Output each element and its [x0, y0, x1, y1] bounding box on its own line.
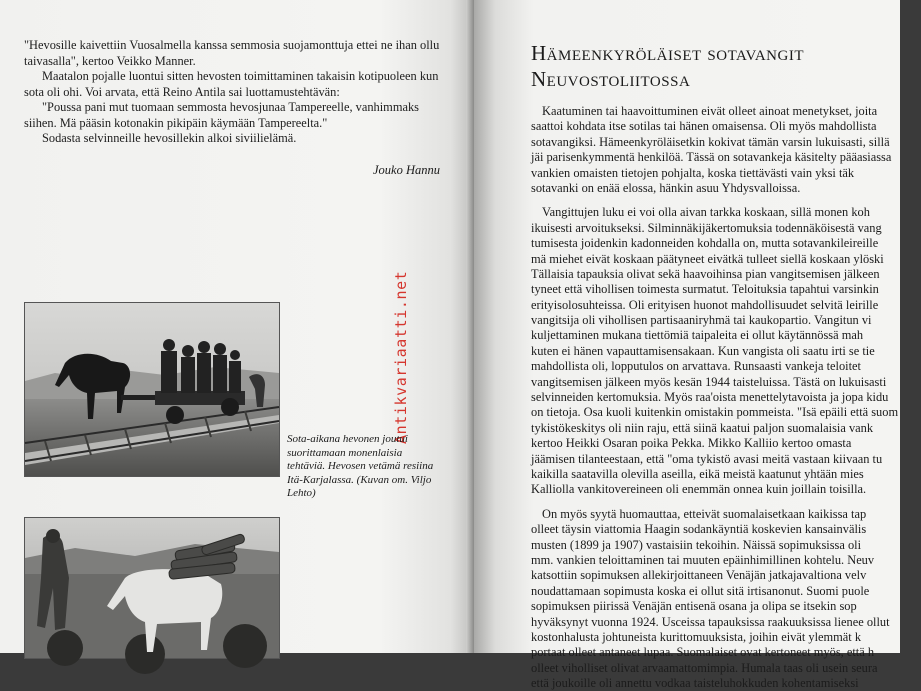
text-line: selvinneiden kertomuksia. Myös raa'oista menettelytavoista ja jopa kidu	[531, 390, 889, 405]
text-line: kuljettaminen mukana tiettömiä taipaleita ei ollut käytännössä mah	[531, 328, 864, 343]
text-line: Kaatuminen tai haavoittuminen eivät olleet ainoat menetykset, joita	[542, 104, 878, 118]
photo-pack-horse-image	[25, 518, 279, 658]
text-line: portaat olleet antaneet lupaa. Suomalaiset ovat kertoneet myös, että h	[531, 645, 875, 660]
watermark	[388, 258, 414, 448]
text-line: katsottiin sopimuksen allekirjoittaneen Venäjän jatkajavaltiona velv	[531, 568, 867, 583]
text-line: tumisesta joidenkin kadonneiden kohdalla on, mutta sotavankileireille	[531, 236, 879, 251]
text-line: ikuisesti arvoitukseksi. Silminnäkijäkertomuksia todennäköisestä vang	[531, 220, 882, 235]
text-line: jäi parisenkymmentä henkilöä. Tässä on sotavankeja käsitelty pääasiassa	[531, 150, 892, 165]
left-page-text	[24, 38, 442, 147]
text-line: kaikilla saatavilla olevilla aseilla, eikä meistä kaatunut yhtään mies	[531, 466, 864, 481]
watermark-text: Antikvariaatti.net	[392, 270, 410, 444]
text-line: sotavangiksi. Hämeenkyröläisetkin kokivat tämän varsin lukuisasti, sillä	[531, 134, 890, 149]
paragraph-3: "Poussa pani mut tuomaan semmosta hevosjunaa Tampereelle, vanhimmaks siihen. Mä pääsin kotonakin pikipäin käymään Tampereelta."	[24, 100, 419, 130]
text-line: saattoi kohdata itse sotilas tai hänen omaisensa. Oli myös mahdollista	[531, 119, 877, 134]
paragraph-1: "Hevosille kaivettiin Vuosalmella kanssa semmosia suojamonttuja ettei ne ihan ollu taivasalla", kertoo Veikko Manner.	[24, 38, 440, 68]
text-line: sopimuksen piirissä Venäjän entisenä osana ja olipa se itsekin sop	[531, 599, 857, 614]
text-line: Tällaisia tapauksia olivat sekä haavoihinsa pian vangitsemisen jälkeen	[531, 266, 880, 281]
text-line: kuten ei hänen vapauttamisensakaan. Kun vangista oli saatu irti se tie	[531, 343, 875, 358]
author-signature: Jouko Hannu	[373, 163, 440, 177]
text-line: musten (1899 ja 1907) vastaisiin tekoihin. Näissä sopimuksissa oli	[531, 537, 862, 552]
text-line: mä miehet eivät koskaan päätyneet eivätkä tulleet siellä koskaan ylöski	[531, 251, 884, 266]
text-line: sotavanki on enää elossa, hänkin asuu Yhdysvalloissa.	[531, 180, 801, 195]
text-line: vankien omaisten tietojen pohjalta, koska tiettävästi vain yksi täk	[531, 165, 855, 180]
text-line: että joukoille oli annettu vodkaa taisteluhokkuden kohentamiseksi	[531, 676, 859, 691]
text-line: mahdollista oli, lopputulos on arvattava. Runsaasti vankeja teloitet	[531, 359, 862, 374]
text-line: tyneet että vihollisen toimesta surmatut. Teloituksia tapahtui varsinkin	[531, 282, 879, 297]
text-line: Kalliolla vankitovereineen oli enemmän onnea kuin joillain toisilla.	[531, 482, 867, 497]
photo-horse-railcar	[24, 302, 280, 477]
photo2-caption	[287, 645, 442, 655]
text-line: Vangittujen luku ei voi olla aivan tarkka koskaan, sillä monen koh	[542, 205, 870, 220]
text-line: jäämisen tilanteestaan, että "oma tykistö avasi meitä vastaan kiivaan tu	[531, 451, 883, 466]
photo-caption: Sota-aikana hevonen joutui suorittamaan monenlaisia tehtäviä. Hevosen vetämä resiina Itä-Karjalassa. (Kuvan om. Viljo Lehto)	[287, 433, 434, 500]
text-line: mm. vankien teloittaminen tai muuten epäinhimillinen kohtelu. Neuv	[531, 552, 875, 567]
photo-horse-railcar-image	[25, 303, 279, 476]
text-line: vangitsemisen jälkeen myös kesän 1944 taisteluissa. Tästä on lukuisasti	[531, 374, 887, 389]
text-line: kostonhalusta johtuneista kurittomuuksista, joihin eivät ylemmät k	[531, 629, 862, 644]
chapter-title-line-1: Hämeenkyröläiset sotavangit	[531, 41, 804, 65]
text-line: vangitsija oli vihollisen partisaaniryhmä tai kaukopartio. Vangitun vi	[531, 313, 872, 328]
right-page	[474, 0, 900, 691]
chapter-title-line-2: Neuvostoliitossa	[531, 67, 691, 91]
paragraph-2: Maatalon pojalle luontui sitten hevosten toimittaminen takaisin kotipuoleen kun sota oli ohi. Voi arvata, että Reino Antila sai luottamustehtävän:	[24, 69, 439, 99]
text-line: erityisolosuhteissa. Oli erityisen huonot mahdollisuudet selvitä leirille	[531, 297, 879, 312]
text-line: olleet viholliset olivat arvaamattomimpia. Humala taas oli usein seura	[531, 660, 878, 675]
text-line: on tietoja. Osa kuoli kuitenkin omistakin pommeista. "Isä epäili että suom	[531, 405, 899, 420]
paragraph-gap	[531, 196, 921, 205]
right-page-text	[531, 104, 921, 691]
paragraph-gap	[531, 498, 921, 507]
text-line: tykistökeskitys oli niin raju, että siinä kaatui paljon suomalaisia vank	[531, 420, 874, 435]
text-line: kertoo Heikki Osaran poika Pekka. Mikko Kalliio kertoo omasta	[531, 436, 852, 451]
chapter-title	[531, 40, 901, 92]
paragraph-4: Sodasta selvinneille hevosillekin alkoi siviilielämä.	[42, 131, 297, 145]
text-line: olleet täysin viattomia Haagin sodankäyntiä koskevien kansainvälis	[531, 522, 867, 537]
text-line: noudattamaan sopimusta koska ei ollut sitä irtisanonut. Suomi puole	[531, 583, 870, 598]
photo-pack-horse	[24, 517, 280, 659]
text-line: On myös syytä huomauttaa, etteivät suomalaisetkaan kaikissa tap	[542, 506, 867, 521]
left-page	[0, 0, 474, 653]
text-line: hyväksynyt vuonna 1924. Usceissa tapauksissa raakuuksissa lienee ollut	[531, 614, 890, 629]
